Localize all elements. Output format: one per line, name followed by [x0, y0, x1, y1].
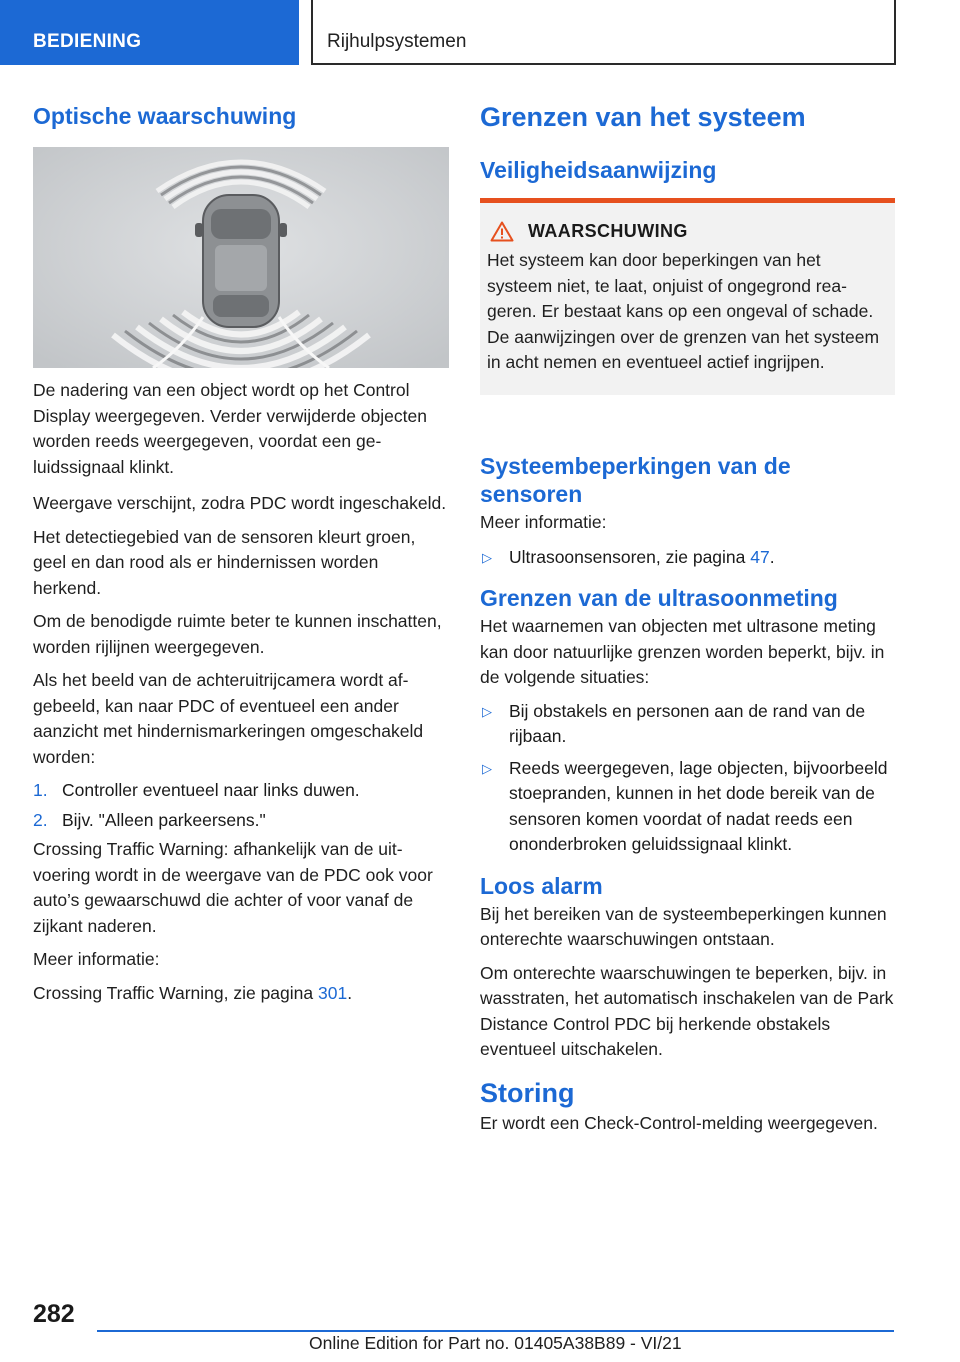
fault-text: Er wordt een Check-Control-melding weergegeven.: [480, 1112, 878, 1133]
warning-text: Het systeem kan door beperkingen van het systeem niet, te laat, onjuist of ongegrond reageren. Er bestaat kans op een ongeval of schade. De aanwijzingen over de grenzen van het systeem in acht nemen en eventueel actief ingrijpen.: [487, 250, 880, 372]
header-chapter-label: Rijhulpsystemen: [311, 0, 896, 65]
step-number: 1.: [33, 780, 48, 800]
pdc-car-illustration: [33, 147, 449, 368]
page-number: 282: [33, 1300, 75, 1328]
header-section-label: BEDIENING: [0, 0, 299, 65]
left-paragraph-5: Als het beeld van de achteruitrijcamera wordt afgebeeld, kan naar PDC of eventueel een ander aanzicht met hindernismarkeringen omgeschakeld worden:: [33, 670, 424, 767]
left-reference: [33, 981, 449, 1007]
step-text: Bijv. "Alleen parkeersens.": [62, 809, 266, 830]
left-reference-text: Crossing Traffic Warning, zie pagina: [33, 982, 318, 1003]
safety-notice-heading: Veiligheidsaanwijzing: [480, 157, 717, 183]
footer-edition-text: Online Edition for Part no. 01405A38B89 - VI/21: [309, 1333, 682, 1353]
warning-title: WAARSCHUWING: [528, 221, 688, 241]
ultrasonic-text: Het waarnemen van objecten met ultrasone meting kan door natuurlijke grenzen worden beperkt, bijv. in de volgende situaties:: [480, 616, 885, 687]
sensor-list-item: [480, 545, 896, 571]
false-alarm-paragraph-1: Bij het bereiken van de systeembeperkingen kunnen onterechte waarschuwingen ontstaan.: [480, 903, 887, 949]
left-paragraph-3: Het detectiegebied van de sensoren kleurt groen, geel en dan rood als er hindernissen worden herkend.: [33, 526, 416, 598]
system-limits-heading: Grenzen van het systeem: [480, 102, 806, 132]
triangle-bullet-icon: ▷: [482, 549, 492, 565]
fault-heading: Storing: [480, 1077, 575, 1108]
step-item: [33, 778, 449, 804]
triangle-bullet-icon: ▷: [482, 760, 492, 776]
left-reference-end: .: [347, 982, 353, 1003]
ultrasonic-limits-heading: Grenzen van de ultrasoonmeting: [480, 585, 838, 611]
page-link-47[interactable]: 47: [750, 546, 770, 567]
left-paragraph-1: De nadering van een object wordt op het Control Display weergegeven. Verder verwijderde objecten worden reeds weergegeven, voordat een geluidssignaal klinkt.: [33, 380, 427, 477]
pdc-display-figure: [33, 147, 449, 368]
sensor-item-text: Ultrasoonsensoren, zie pagina: [509, 546, 751, 567]
warning-box: [480, 198, 895, 395]
ultrasonic-item-text: Bij obstakels en personen aan de rand van de rijbaan.: [509, 700, 866, 746]
page-link-301[interactable]: 301: [318, 982, 348, 1003]
step-item: [33, 808, 449, 834]
false-alarm-heading: Loos alarm: [480, 872, 603, 899]
sensor-more-info-label: Meer informatie:: [480, 512, 607, 532]
sensor-limits-heading: Systeembeperkingen van de sensoren: [480, 453, 791, 507]
triangle-bullet-icon: ▷: [482, 703, 492, 719]
step-text: Controller eventueel naar links duwen.: [62, 780, 360, 800]
optical-warning-heading: Optische waarschuwing: [33, 103, 297, 129]
warning-title-row: [487, 221, 888, 242]
ultrasonic-list-item: [480, 756, 896, 858]
footer-divider: [97, 1330, 894, 1332]
left-more-info-label: Meer informatie:: [33, 949, 160, 969]
ultrasonic-list-item: [480, 699, 896, 750]
sensor-item-end: .: [769, 546, 775, 567]
left-paragraph-6: Crossing Traffic Warning: afhankelijk van de uitvoering wordt in de weergave van de PDC ook voor auto’s gewaarschuwd die achter of voor vanaf de zijkant naderen.: [33, 839, 433, 936]
left-paragraph-2: Weergave verschijnt, zodra PDC wordt ingeschakeld.: [33, 493, 447, 513]
ultrasonic-item-text: Reeds weergegeven, lage objecten, bijvoorbeeld stoepranden, kunnen in het dode bereik van de sensoren komen voordat of nadat reeds een ononderbroken geluidssignaal klinkt.: [509, 757, 888, 854]
warning-triangle-icon: [490, 221, 514, 242]
left-paragraph-4: Om de benodigde ruimte beter te kunnen inschatten, worden rijlijnen weergegeven.: [33, 611, 442, 657]
false-alarm-paragraph-2: Om onterechte waarschuwingen te beperken, bijv. in wasstraten, het automatisch inschakelen van de Park Distance Control PDC bij herkende obstakels eventueel uitschakelen.: [480, 962, 894, 1059]
step-number: 2.: [33, 809, 48, 830]
